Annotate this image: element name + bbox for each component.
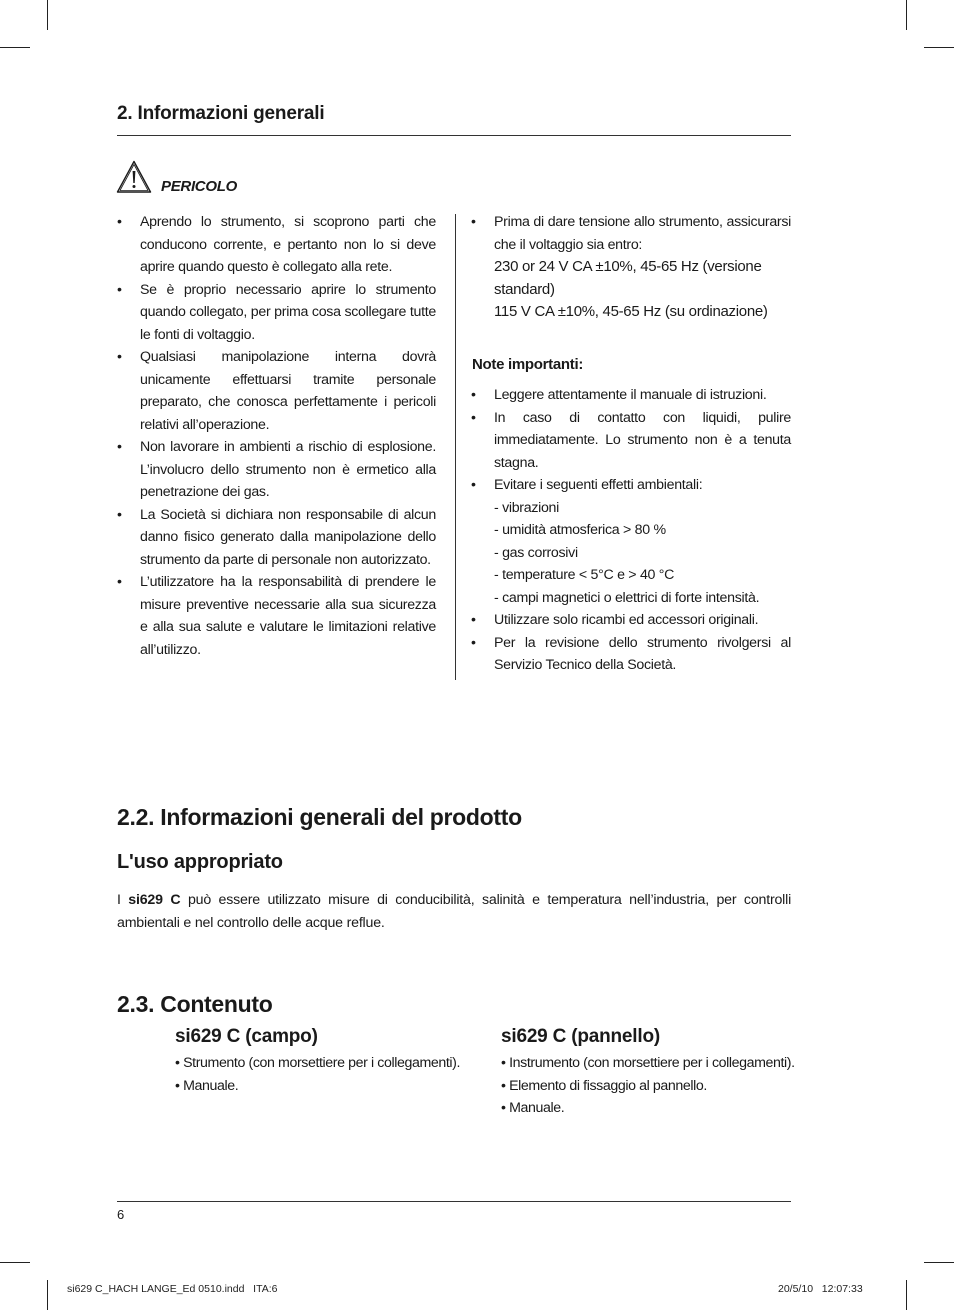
crop-mark [906, 1280, 907, 1310]
list-item: • Qualsiasi manipolazione interna dovrà unicamente effettuarsi tramite personale preparato, che conosca perfettamente i pericoli relativi all’operazione. [117, 349, 436, 433]
effect-item: - temperature < 5°C e > 40 °C [494, 567, 675, 583]
notes-list [471, 384, 791, 677]
list-item: • Evitare i seguenti effetti ambientali: - vibrazioni - umidità atmosferica > 80 % - gas corrosivi - temperature < 5°C e > 40 °C - campi magnetici o elettrici di forte intensità. [471, 474, 791, 609]
crop-mark [47, 1280, 48, 1310]
field-title: si629 C (campo) [175, 1026, 318, 1047]
crop-mark [906, 0, 907, 30]
list-item: • Instrumento (con morsettiere per i collegamenti). [501, 1055, 795, 1071]
list-item: • Non lavorare in ambienti a rischio di esplosione. L’involucro dello strumento non è ermetico alla penetrazione dei gas. [117, 439, 436, 500]
crop-mark [47, 0, 48, 30]
crop-mark [0, 1262, 30, 1263]
panel-list [501, 1052, 795, 1120]
notes-title: Note importanti: [472, 356, 584, 373]
effect-item: - vibrazioni [494, 499, 559, 516]
list-item: • Elemento di fissaggio al pannello. [501, 1077, 707, 1094]
effect-item: - umidità atmosferica > 80 % [494, 522, 666, 538]
effect-item: - campi magnetici o elettrici di forte intensità. [494, 589, 760, 606]
voltage-list [471, 211, 791, 324]
list-item: • Manuale. [175, 1077, 239, 1094]
list-item: • La Società si dichiara non responsabile di alcun danno fisico generato dalla manipolazione dello strumento da parte di personale non autorizzato. [117, 506, 436, 568]
product-title: 2.2. Informazioni generali del prodotto [117, 804, 522, 830]
crop-mark [924, 47, 954, 48]
page-number: 6 [117, 1207, 125, 1222]
date-slug: 20/5/10 12:07:33 [778, 1283, 863, 1295]
section-title: 2. Informazioni generali [117, 103, 325, 124]
crop-mark [924, 1262, 954, 1263]
column-divider [455, 214, 456, 680]
header-rule [117, 135, 791, 136]
list-item: • Per la revisione dello strumento rivolgersi al Servizio Tecnico della Società. [471, 634, 791, 673]
voltage-order: 115 V CA ±10%, 45-65 Hz (su ordinazione) [494, 303, 768, 320]
list-item: • Manuale. [501, 1100, 565, 1116]
warning-triangle-icon [116, 160, 152, 194]
product-description: I si629 C può essere utilizzato misure di conducibilità, salinità e temperatura nell’industria, per controlli ambientali e nel controllo delle acque reflue. [117, 892, 792, 931]
list-item: • Leggere attentamente il manuale di istruzioni. [471, 387, 767, 403]
list-item: • L’utilizzatore ha la responsabilità di prendere le misure preventive necessarie alla sua sicurezza e alla sua salute e valutare le limitazioni relative all’utilizzo. [117, 574, 436, 658]
field-list [175, 1052, 460, 1097]
danger-list [117, 211, 436, 661]
list-item: • Se è proprio necessario aprire lo strumento quando collegato, per prima cosa scollegare tutte le fonti di voltaggio. [117, 281, 436, 343]
list-item: • Prima di dare tensione allo strumento, assicurarsi che il voltaggio sia entro: 230 or 24 V CA ±10%, 45-65 Hz (versione standard) 115 V CA ±10%, 45-65 Hz (su ordinazione) [471, 211, 791, 324]
voltage-standard: 230 or 24 V CA ±10%, 45-65 Hz (versione standard) [494, 258, 762, 298]
contents-title: 2.3. Contenuto [117, 991, 273, 1017]
panel-title: si629 C (pannello) [501, 1026, 660, 1047]
list-item: • Strumento (con morsettiere per i collegamenti). [175, 1055, 461, 1071]
use-title: L'uso appropriato [117, 851, 283, 873]
file-slug: si629 C_HACH LANGE_Ed 0510.indd ITA:6 [67, 1283, 278, 1295]
footer-rule [117, 1201, 791, 1202]
list-item: • Aprendo lo strumento, si scoprono parti che conducono corrente, e pertanto non lo si deve aprire quando questo è collegato alla rete. [117, 214, 436, 275]
effect-item: - gas corrosivi [494, 544, 578, 561]
danger-label: PERICOLO [161, 178, 237, 195]
list-item: • In caso di contatto con liquidi, pulire immediatamente. Lo strumento non è a tenuta stagna. [471, 409, 791, 471]
list-item: • Utilizzare solo ricambi ed accessori originali. [471, 612, 759, 628]
crop-mark [0, 47, 30, 48]
